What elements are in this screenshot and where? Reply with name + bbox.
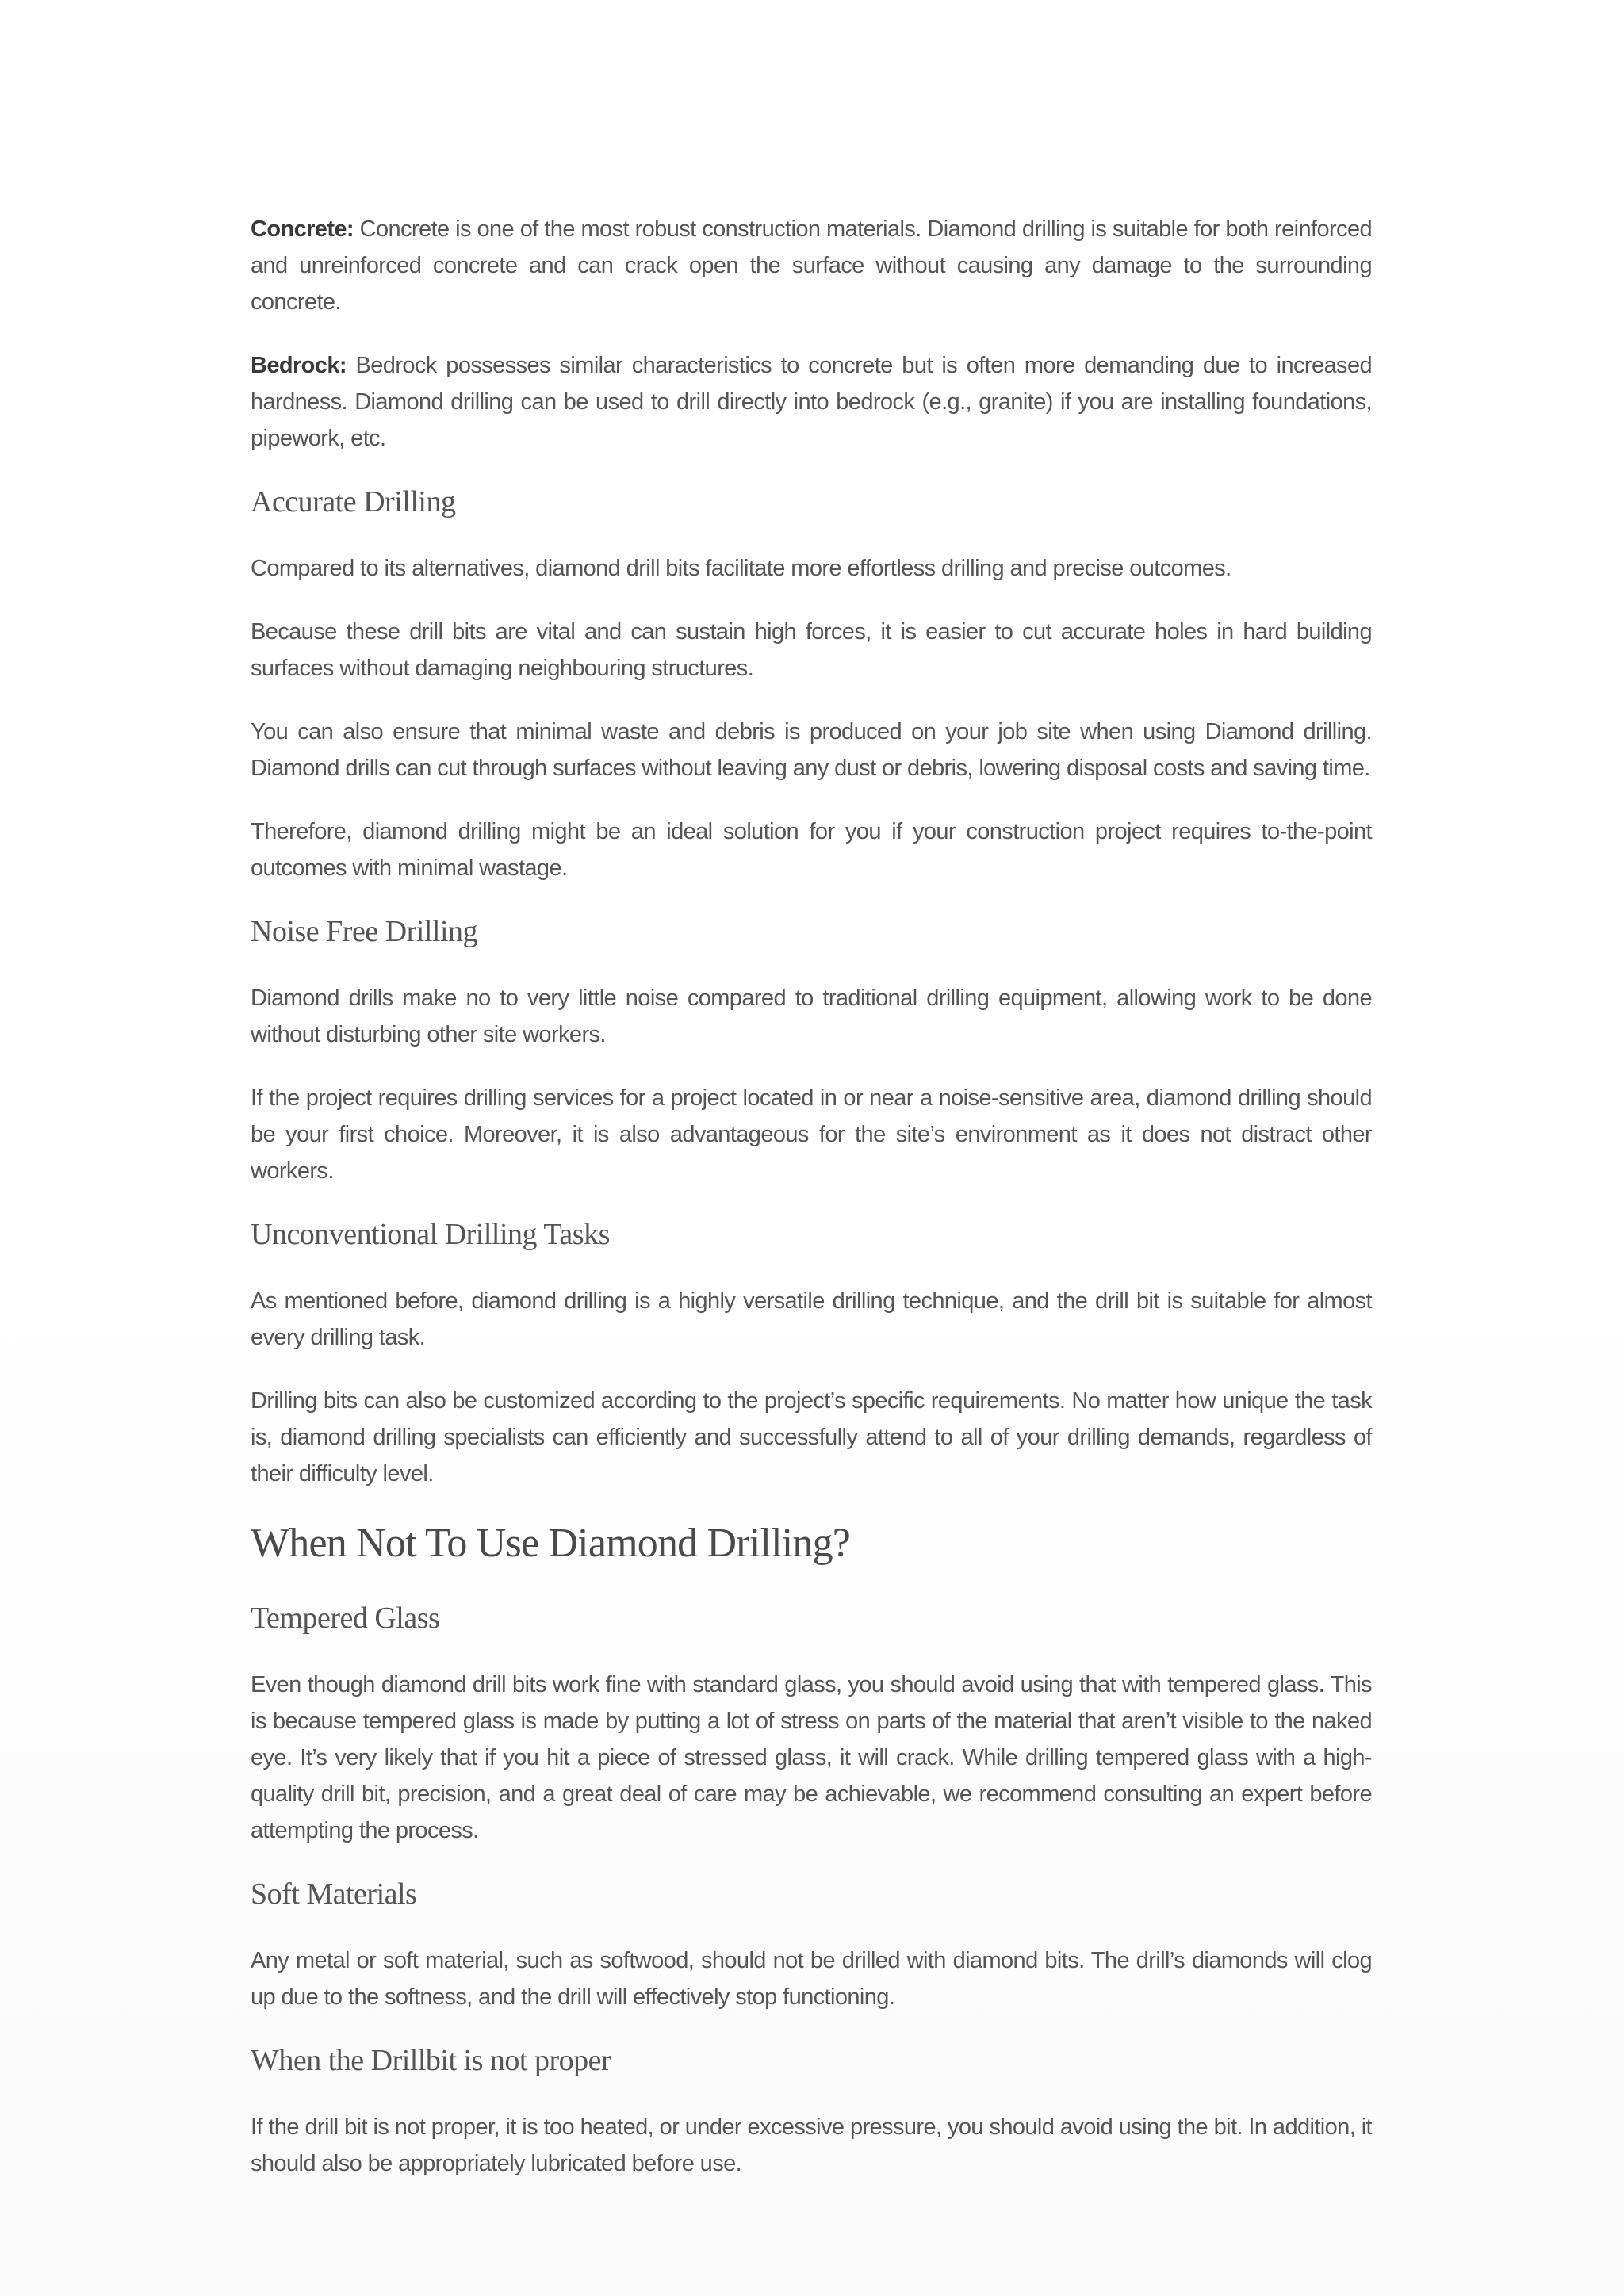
soft-materials-paragraph: Any metal or soft material, such as softwood, should not be drilled with diamond bits. The drill’s diamonds will clog up due to the softness, and the drill will effectively stop functioning. bbox=[251, 1948, 1372, 2010]
bedrock-paragraph bbox=[251, 347, 1372, 457]
unconventional-paragraph-2: Drilling bits can also be customized according to the project’s specific requirements. No matter how unique the task is, diamond drilling specialists can efficiently and successfully attend to all of your drilling demands, regardless of their difficulty level. bbox=[251, 1388, 1372, 1487]
noise-free-paragraph-2: If the project requires drilling services for a project located in or near a noise-sensitive area, diamond drilling should be your first choice. Moreover, it is also advantageous for the site’s environment as it does not distract other workers. bbox=[251, 1085, 1372, 1184]
concrete-paragraph bbox=[251, 211, 1372, 320]
noise-free-paragraph-1: Diamond drills make no to very little noise compared to traditional drilling equipment, allowing work to be done without disturbing other site workers. bbox=[251, 985, 1372, 1047]
heading-unconventional-drilling: Unconventional Drilling Tasks bbox=[251, 1218, 610, 1251]
article-body bbox=[251, 211, 1372, 2209]
accurate-drilling-paragraph-4: Therefore, diamond drilling might be an ideal solution for you if your construction project requires to-the-point outcomes with minimal wastage. bbox=[251, 819, 1372, 881]
heading-tempered-glass: Tempered Glass bbox=[251, 1601, 440, 1635]
unconventional-paragraph-1: As mentioned before, diamond drilling is a highly versatile drilling technique, and the drill bit is suitable for almost every drilling task. bbox=[251, 1288, 1372, 1350]
drillbit-not-proper-paragraph: If the drill bit is not proper, it is too heated, or under excessive pressure, you should avoid using the bit. In addition, it should also be appropriately lubricated before use. bbox=[251, 2114, 1372, 2176]
heading-noise-free-drilling: Noise Free Drilling bbox=[251, 915, 478, 948]
heading-accurate-drilling: Accurate Drilling bbox=[251, 485, 456, 519]
heading-when-not-to-use: When Not To Use Diamond Drilling? bbox=[251, 1521, 851, 1566]
concrete-term: Concrete: bbox=[251, 216, 354, 242]
heading-drillbit-not-proper: When the Drillbit is not proper bbox=[251, 2044, 611, 2077]
bedrock-text: Bedrock possesses similar characteristics to concrete but is often more demanding due to increased hardness. Diamond drilling can be used to drill directly into bedrock (e.g., granite) if you are installing foundations, pipework, etc. bbox=[251, 353, 1372, 451]
heading-soft-materials: Soft Materials bbox=[251, 1877, 417, 1911]
tempered-glass-paragraph: Even though diamond drill bits work fine with standard glass, you should avoid using that with tempered glass. This is because tempered glass is made by putting a lot of stress on parts of the material that aren’t visible to the naked eye. It’s very likely that if you hit a piece of stressed glass, it will crack. While drilling tempered glass with a high-quality drill bit, precision, and a great deal of care may be achievable, we recommend consulting an expert before attempting the process. bbox=[251, 1672, 1372, 1843]
accurate-drilling-paragraph-1: Compared to its alternatives, diamond drill bits facilitate more effortless drilling and precise outcomes. bbox=[251, 556, 1231, 581]
accurate-drilling-paragraph-2: Because these drill bits are vital and can sustain high forces, it is easier to cut accurate holes in hard building surfaces without damaging neighbouring structures. bbox=[251, 619, 1372, 681]
bedrock-term: Bedrock: bbox=[251, 353, 347, 378]
accurate-drilling-paragraph-3: You can also ensure that minimal waste and debris is produced on your job site when using Diamond drilling. Diamond drills can cut through surfaces without leaving any dust or debris, lowering disposal costs and saving time. bbox=[251, 719, 1372, 781]
concrete-text: Concrete is one of the most robust construction materials. Diamond drilling is suitable for both reinforced and unreinforced concrete and can crack open the surface without causing any damage to the surrounding concrete. bbox=[251, 216, 1372, 315]
